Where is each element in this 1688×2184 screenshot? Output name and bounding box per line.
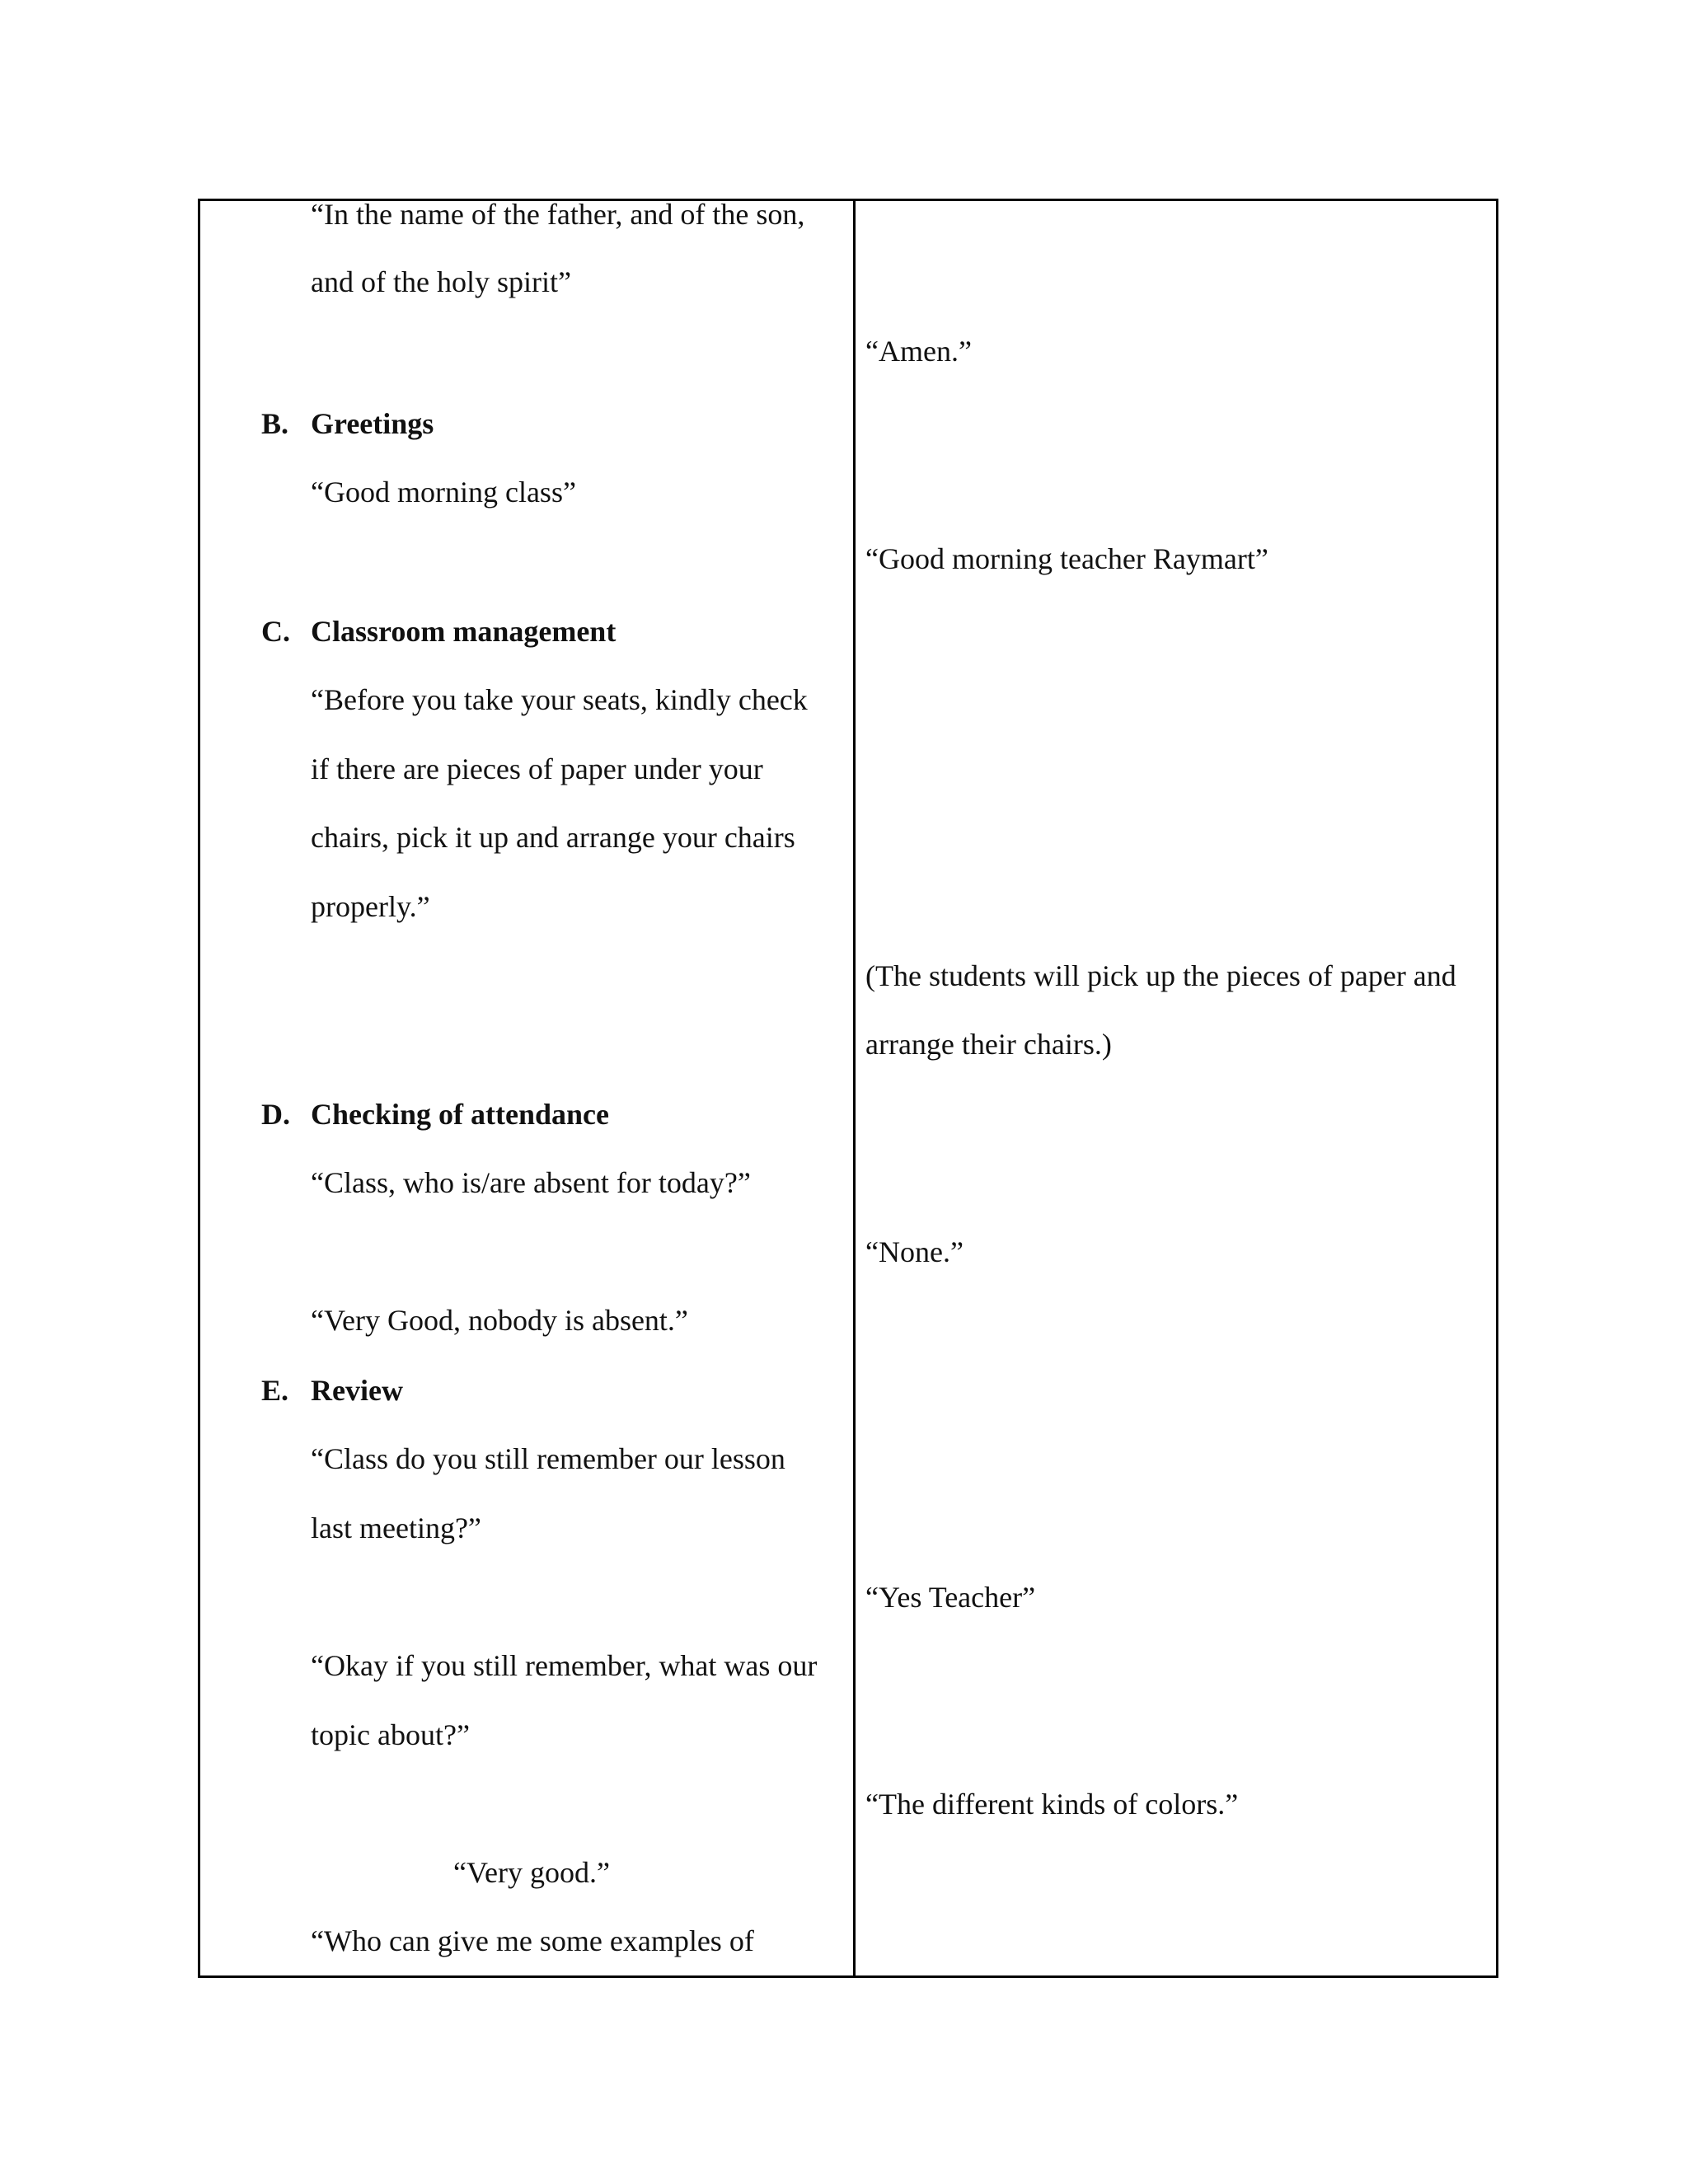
section-heading-attendance: Checking of attendance bbox=[311, 1098, 609, 1131]
teacher-line: topic about?” bbox=[311, 1718, 470, 1751]
student-line: arrange their chairs.) bbox=[865, 1028, 1112, 1061]
student-line: “Yes Teacher” bbox=[865, 1581, 1036, 1614]
teacher-line: “Good morning class” bbox=[311, 476, 576, 509]
section-letter: B. bbox=[261, 407, 289, 440]
teacher-line: “Class, who is/are absent for today?” bbox=[311, 1166, 751, 1199]
student-line: “None.” bbox=[865, 1235, 964, 1268]
teacher-line: if there are pieces of paper under your bbox=[311, 752, 763, 785]
teacher-line: “Very Good, nobody is absent.” bbox=[311, 1304, 688, 1337]
teacher-line: chairs, pick it up and arrange your chairs bbox=[311, 821, 795, 854]
student-line: “Good morning teacher Raymart” bbox=[865, 542, 1268, 575]
teacher-line: “Who can give me some examples of bbox=[311, 1924, 754, 1957]
teacher-line: and of the holy spirit” bbox=[311, 265, 571, 298]
section-heading-review: Review bbox=[311, 1374, 403, 1407]
column-divider bbox=[853, 201, 856, 1975]
teacher-line: “Before you take your seats, kindly check bbox=[311, 683, 808, 716]
teacher-line: “In the name of the father, and of the son, bbox=[311, 198, 805, 231]
section-heading-greetings: Greetings bbox=[311, 407, 434, 440]
teacher-line: last meeting?” bbox=[311, 1511, 481, 1544]
section-letter: D. bbox=[261, 1098, 290, 1131]
section-letter: C. bbox=[261, 615, 290, 648]
student-line: (The students will pick up the pieces of paper and bbox=[865, 959, 1456, 992]
section-letter: E. bbox=[261, 1374, 289, 1407]
student-line: “Amen.” bbox=[865, 335, 972, 368]
lesson-plan-table bbox=[198, 199, 1498, 1978]
student-line: “The different kinds of colors.” bbox=[865, 1788, 1239, 1821]
teacher-line: “Class do you still remember our lesson bbox=[311, 1442, 785, 1475]
teacher-line: properly.” bbox=[311, 890, 430, 923]
section-heading-classroom-management: Classroom management bbox=[311, 615, 617, 648]
teacher-line: “Okay if you still remember, what was our bbox=[311, 1649, 818, 1682]
teacher-line: “Very good.” bbox=[453, 1856, 610, 1889]
